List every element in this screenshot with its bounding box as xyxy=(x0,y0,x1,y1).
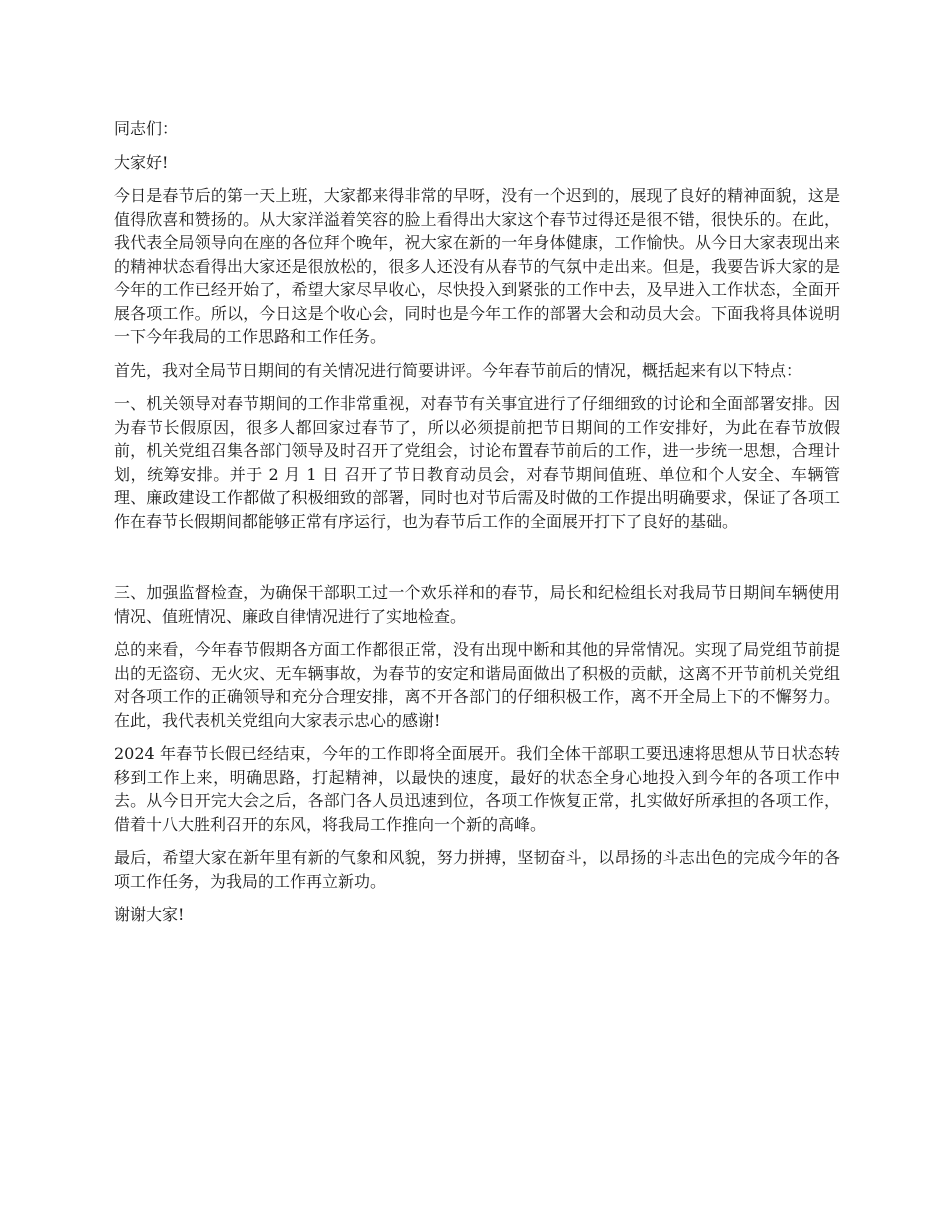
greeting: 大家好! xyxy=(114,152,169,172)
paragraph-summary: 总的来看，今年春节假期各方面工作都很正常，没有出现中断和其他的异常情况。实现了局党组节前提出的无盗窃、无火灾、无车辆事故，为春节的安定和谐局面做出了积极的贡献，这离不开节前机关党组对各项工作的正确领导和充分合理安排，离不开各部门的仔细积极工作，离不开全局上下的不懈努力。在此，我代表机关党组向大家表示忠心的感谢! xyxy=(114,640,840,730)
blank-gap xyxy=(114,543,840,581)
salutation: 同志们： xyxy=(114,119,179,138)
document-body xyxy=(114,117,840,937)
closing-thanks: 谢谢大家! xyxy=(114,905,185,924)
paragraph-opening: 今日是春节后的第一天上班，大家都来得非常的早呀，没有一个迟到的，展现了良好的精神面貌，这是值得欣喜和赞扬的。从大家洋溢着笑容的脸上看得出大家这个春节过得还是很不错，很快乐的。在此，我代表全局领导向在座的各位拜个晚年，祝大家在新的一年身体健康，工作愉快。从今日大家表现出来的精神状态看得出大家还是很放松的，很多人还没有从春节的气氛中走出来。但是，我要告诉大家的是今年的工作已经开始了，希望大家尽早收心，尽快投入到紧张的工作中去，及早进入工作状态，全面开展各项工作。所以，今日这是个收心会，同时也是今年工作的部署大会和动员大会。下面我将具体说明一下今年我局的工作思路和工作任务。 xyxy=(114,186,840,346)
paragraph-new-year-work: 2024 年春节长假已经结束，今年的工作即将全面展开。我们全体干部职工要迅速将思想从节日状态转移到工作上来，明确思路，打起精神，以最快的速度，最好的状态全身心地投入到今年的各项工作中去。从今日开完大会之后，各部门各人员迅速到位，各项工作恢复正常，扎实做好所承担的各项工作，借着十八大胜利召开的东风，将我局工作推向一个新的高峰。 xyxy=(114,744,840,834)
paragraph-point-one: 一、机关领导对春节期间的工作非常重视，对春节有关事宜进行了仔细细致的讨论和全面部署安排。因为春节长假原因，很多人都回家过春节了，所以必须提前把节日期间的工作安排好，为此在春节放假前，机关党组召集各部门领导及时召开了党组会，讨论布置春节前后的工作，进一步统一思想，合理计划，统筹安排。并于 2 月 1 日 召开了节日教育动员会，对春节期间值班、单位和个人安全、车辆管理、廉政建设工作都做了积极细致的部署，同时也对节后需及时做的工作提出明确要求，保证了各项工作在春节长假期间都能够正常有序运行，也为春节后工作的全面展开打下了良好的基础。 xyxy=(114,394,840,531)
paragraph-review-intro: 首先，我对全局节日期间的有关情况进行简要讲评。今年春节前后的情况，概括起来有以下特点： xyxy=(114,360,803,380)
paragraph-closing-wish: 最后，希望大家在新年里有新的气象和风貌，努力拼搏，坚韧奋斗，以昂扬的斗志出色的完成今年的各项工作任务，为我局的工作再立新功。 xyxy=(114,848,840,891)
paragraph-point-three: 三、加强监督检查，为确保干部职工过一个欢乐祥和的春节，局长和纪检组长对我局节日期间车辆使用情况、值班情况、廉政自律情况进行了实地检查。 xyxy=(114,583,840,626)
